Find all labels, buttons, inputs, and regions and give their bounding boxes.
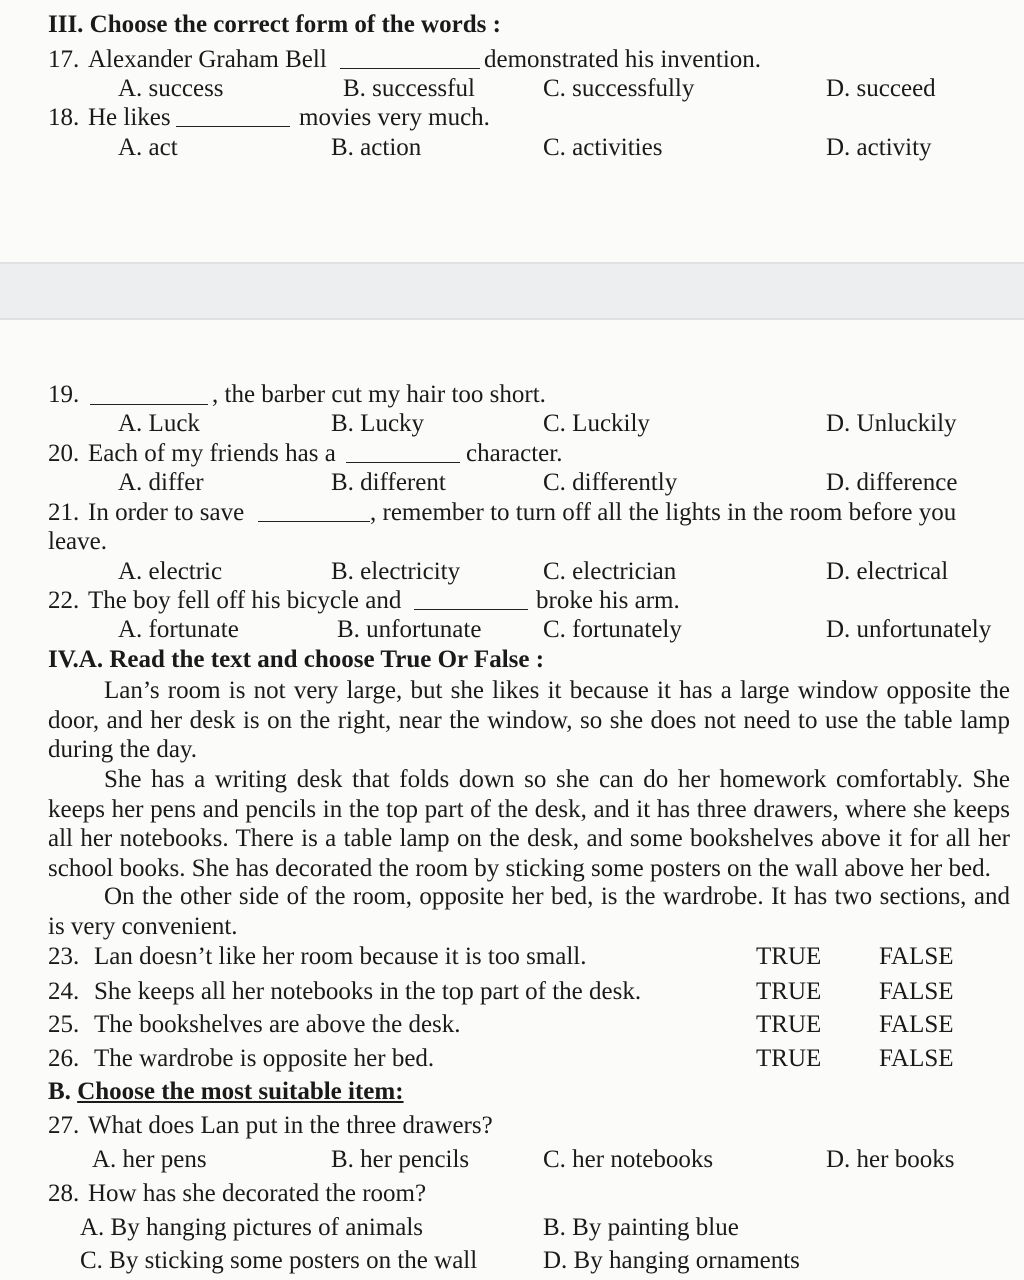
- statement-26-number: 26.: [48, 1045, 80, 1072]
- question-18-option-b: B. action: [331, 134, 422, 161]
- statement-25-false-option: FALSE: [879, 1011, 954, 1038]
- question-28-option-a: A. By hanging pictures of animals: [80, 1214, 423, 1241]
- question-27-option-a: A. her pens: [92, 1146, 207, 1173]
- question-18-number: 18.: [48, 104, 80, 131]
- question-27-option-c: C. her notebooks: [543, 1146, 714, 1173]
- question-22-option-c: C. fortunately: [543, 616, 682, 643]
- question-18-option-d: D. activity: [826, 134, 932, 161]
- question-17-option-c: C. successfully: [543, 75, 695, 102]
- statement-23-number: 23.: [48, 943, 80, 970]
- question-28-option-b: B. By painting blue: [543, 1214, 739, 1241]
- section-3-heading: III. Choose the correct form of the words :: [48, 11, 501, 38]
- question-17-number: 17.: [48, 46, 80, 73]
- question-19-number: 19.: [48, 381, 80, 408]
- question-17-option-a: A. success: [118, 75, 224, 102]
- statement-25-true-option: TRUE: [756, 1011, 822, 1038]
- question-21-option-c: C. electrician: [543, 558, 677, 585]
- question-21-option-a: A. electric: [118, 558, 223, 585]
- question-28-number: 28.: [48, 1180, 80, 1207]
- question-21-option-d: D. electrical: [826, 558, 949, 585]
- section-4a-heading: IV.A. Read the text and choose True Or False :: [48, 646, 545, 673]
- question-21-stem-start: In order to save: [88, 499, 245, 526]
- reading-paragraph-3: On the other side of the room, opposite her bed, is the wardrobe. It has two sections, and is very convenient.: [48, 883, 1010, 940]
- question-28-text: How has she decorated the room?: [88, 1180, 427, 1207]
- statement-23-true-option: TRUE: [756, 943, 822, 970]
- question-22-option-d: D. unfortunately: [826, 616, 992, 643]
- question-27-number: 27.: [48, 1112, 80, 1139]
- question-20-blank: [346, 462, 460, 463]
- question-19-blank: [90, 404, 208, 405]
- question-20-option-a: A. differ: [118, 469, 204, 496]
- question-18-stem-end: movies very much.: [299, 104, 490, 131]
- section-4b-heading: [48, 1079, 404, 1104]
- question-22-option-b: B. unfortunate: [337, 616, 482, 643]
- question-27-option-d: D. her books: [826, 1146, 955, 1173]
- statement-26-true-option: TRUE: [756, 1045, 822, 1072]
- question-21-stem-end: leave.: [48, 528, 107, 555]
- question-18-stem-start: He likes: [88, 104, 171, 131]
- question-18-option-c: C. activities: [543, 134, 663, 161]
- statement-25-text: The bookshelves are above the desk.: [94, 1011, 461, 1038]
- section-4b-title: Choose the most suitable item:: [77, 1078, 404, 1105]
- question-27-option-b: B. her pencils: [331, 1146, 470, 1173]
- question-17-stem-end: demonstrated his invention.: [484, 46, 762, 73]
- question-17-blank: [340, 68, 480, 69]
- statement-23-false-option: FALSE: [879, 943, 954, 970]
- question-22-stem-end: broke his arm.: [536, 587, 680, 614]
- question-20-option-c: C. differently: [543, 469, 678, 496]
- statement-24-false-option: FALSE: [879, 978, 954, 1005]
- reading-paragraph-1: Lan’s room is not very large, but she likes it because it has a large window opposite the door, and her desk is on the right, near the window, so she does not need to use the table lamp during the day.: [48, 677, 1010, 763]
- statement-26-text: The wardrobe is opposite her bed.: [94, 1045, 435, 1072]
- statement-23-text: Lan doesn’t like her room because it is too small.: [94, 943, 587, 970]
- question-21-number: 21.: [48, 499, 80, 526]
- page-separator: [0, 262, 1024, 320]
- question-21-stem-middle: , remember to turn off all the lights in the room before you: [370, 499, 957, 526]
- question-28-option-d: D. By hanging ornaments: [543, 1247, 800, 1274]
- question-20-stem-start: Each of my friends has a: [88, 440, 336, 467]
- question-18-option-a: A. act: [118, 134, 178, 161]
- question-19-option-b: B. Lucky: [331, 410, 425, 437]
- question-21-option-b: B. electricity: [331, 558, 461, 585]
- question-20-option-b: B. different: [331, 469, 446, 496]
- statement-24-number: 24.: [48, 978, 80, 1005]
- statement-25-number: 25.: [48, 1011, 80, 1038]
- question-21-blank: [258, 521, 370, 522]
- question-22-number: 22.: [48, 587, 80, 614]
- question-22-blank: [414, 609, 528, 610]
- question-20-stem-end: character.: [466, 440, 563, 467]
- question-27-text: What does Lan put in the three drawers?: [88, 1112, 493, 1139]
- statement-24-text: She keeps all her notebooks in the top part of the desk.: [94, 978, 642, 1005]
- question-17-stem-start: Alexander Graham Bell: [88, 46, 327, 73]
- reading-paragraph-2: She has a writing desk that folds down so she can do her homework comfortably. She keeps her pens and pencils in the top part of the desk, and it has three drawers, where she keeps all her notebooks. There is a table lamp on the desk, and some bookshelves above it for all her school books. She has decorated the room by sticking some posters on the wall above her bed.: [48, 766, 1010, 882]
- question-22-option-a: A. fortunate: [118, 616, 239, 643]
- worksheet-page-top: [0, 0, 1024, 262]
- question-19-option-a: A. Luck: [118, 410, 200, 437]
- statement-26-false-option: FALSE: [879, 1045, 954, 1072]
- question-22-stem-start: The boy fell off his bicycle and: [88, 587, 402, 614]
- question-17-option-d: D. succeed: [826, 75, 936, 102]
- question-19-option-d: D. Unluckily: [826, 410, 957, 437]
- question-20-number: 20.: [48, 440, 80, 467]
- statement-24-true-option: TRUE: [756, 978, 822, 1005]
- question-20-option-d: D. difference: [826, 469, 958, 496]
- question-28-option-c: C. By sticking some posters on the wall: [80, 1247, 478, 1274]
- question-18-blank: [176, 126, 290, 127]
- question-19-option-c: C. Luckily: [543, 410, 650, 437]
- section-4b-prefix: B.: [48, 1078, 71, 1105]
- question-19-stem-end: , the barber cut my hair too short.: [212, 381, 546, 408]
- question-17-option-b: B. successful: [343, 75, 475, 102]
